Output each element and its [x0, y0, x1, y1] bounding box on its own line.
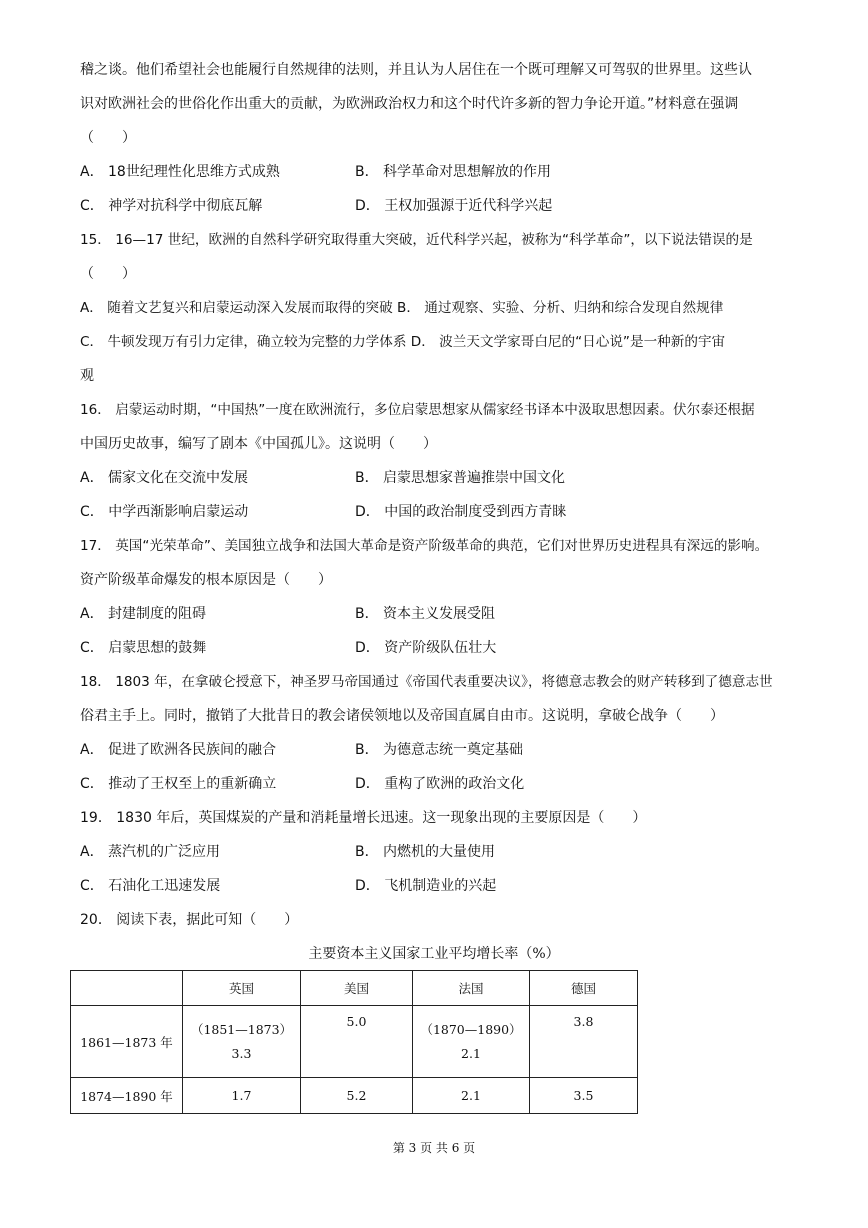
q16-option-b: B． 启蒙思想家普遍推崇中国文化	[355, 470, 566, 486]
row1-de-value: 3.8	[530, 1006, 638, 1078]
table-caption: 主要资本主义国家工业平均增长率（%）	[308, 946, 560, 962]
q16-option-d: D． 中国的政治制度受到西方青睐	[355, 504, 567, 520]
q18-text-line2: 俗君主手上。同时，撤销了大批昔日的教会诸侯领地以及帝国直属自由市。这说明，拿破仑战争（ ）	[80, 708, 724, 724]
q14-option-d: D． 王权加强源于近代科学兴起	[355, 198, 553, 214]
row2-us-value: 5.2	[301, 1078, 413, 1114]
row2-label: 1874—1890 年	[71, 1078, 183, 1114]
q14-option-c: C． 神学对抗科学中彻底瓦解	[80, 198, 263, 214]
row2-de-value: 3.5	[530, 1078, 638, 1114]
q14-option-a: A． 18世纪理性化思维方式成熟	[80, 164, 280, 180]
q19-option-c: C． 石油化工迅速发展	[80, 878, 221, 894]
q17-option-a: A． 封建制度的阻碍	[80, 606, 207, 622]
page-footer: 第 3 页 共 6 页	[392, 1141, 476, 1155]
row1-uk-value: 3.3	[231, 1045, 252, 1061]
q17-option-d: D． 资产阶级队伍壮大	[355, 640, 497, 656]
q16-option-c: C． 中学西渐影响启蒙运动	[80, 504, 249, 520]
q14-answer-blank: （ ）	[80, 130, 136, 146]
row1-uk-cell	[183, 1006, 301, 1078]
q14-option-b: B． 科学革命对思想解放的作用	[355, 164, 552, 180]
row1-fr-cell	[413, 1006, 530, 1078]
q19-option-d: D． 飞机制造业的兴起	[355, 878, 497, 894]
table-row	[71, 1006, 638, 1078]
table-row	[71, 1078, 638, 1114]
q18-option-c: C． 推动了王权至上的重新确立	[80, 776, 277, 792]
row2-fr-value: 2.1	[413, 1078, 530, 1114]
q16-text-line2: 中国历史故事，编写了剧本《中国孤儿》。这说明（ ）	[80, 436, 437, 452]
row1-us-value: 5.0	[301, 1006, 413, 1078]
q15-text-line1: 15． 16—17 世纪，欧洲的自然科学研究取得重大突破，近代科学兴起，被称为“科学革命”，以下说法错误的是	[80, 232, 753, 248]
q17-option-b: B． 资本主义发展受阻	[355, 606, 496, 622]
q17-text-line2: 资产阶级革命爆发的根本原因是（ ）	[80, 572, 332, 588]
q17-text-line1: 17． 英国“光荣革命”、美国独立战争和法国大革命是资产阶级革命的典范，它们对世界历史进程具有深远的影响。	[80, 538, 769, 554]
q16-option-a: A． 儒家文化在交流中发展	[80, 470, 249, 486]
q18-option-d: D． 重构了欧洲的政治文化	[355, 776, 525, 792]
row1-uk-note: （1851—1873）	[190, 1021, 293, 1037]
row1-fr-note: （1870—1890）	[420, 1021, 522, 1037]
q15-options-ab: A． 随着文艺复兴和启蒙运动深入发展而取得的突破 B． 通过观察、实验、分析、归纳和综合发现自然规律	[80, 300, 724, 316]
q19-option-a: A． 蒸汽机的广泛应用	[80, 844, 221, 860]
q15-options-cont: 观	[80, 368, 94, 384]
q17-option-c: C． 启蒙思想的鼓舞	[80, 640, 207, 656]
row1-fr-value: 2.1	[461, 1045, 481, 1061]
q14-text-line1: 稽之谈。他们希望社会也能履行自然规律的法则，并且认为人居住在一个既可理解又可驾驭的世界里。这些认	[80, 62, 752, 78]
q15-options-cd: C． 牛顿发现万有引力定律，确立较为完整的力学体系 D． 波兰天文学家哥白尼的“日心说”是一种新的宇宙	[80, 334, 726, 350]
table-header-fr: 法国	[413, 971, 530, 1006]
table-header-us: 美国	[301, 971, 413, 1006]
q19-option-b: B． 内燃机的大量使用	[355, 844, 496, 860]
table-header-row	[71, 971, 638, 1006]
q18-option-a: A． 促进了欧洲各民族间的融合	[80, 742, 277, 758]
q14-text-line2: 识对欧洲社会的世俗化作出重大的贡献，为欧洲政治权力和这个时代许多新的智力争论开道。”材料意在强调	[80, 96, 739, 112]
table-header-de: 德国	[530, 971, 638, 1006]
row2-uk-value: 1.7	[183, 1078, 301, 1114]
q18-text-line1: 18． 1803 年，在拿破仑授意下，神圣罗马帝国通过《帝国代表重要决议》，将德意志教会的财产转移到了德意志世	[80, 674, 773, 690]
q15-answer-blank: （ ）	[80, 266, 136, 282]
q18-option-b: B． 为德意志统一奠定基础	[355, 742, 524, 758]
q20-text-line1: 20． 阅读下表，据此可知（ ）	[80, 912, 299, 928]
q19-text-line1: 19． 1830 年后，英国煤炭的产量和消耗量增长迅速。这一现象出现的主要原因是（ ）	[80, 810, 647, 826]
table-header-corner	[71, 971, 183, 1006]
q16-text-line1: 16． 启蒙运动时期，“中国热”一度在欧洲流行，多位启蒙思想家从儒家经书译本中汲取思想因素。伏尔泰还根据	[80, 402, 755, 418]
table-header-uk: 英国	[183, 971, 301, 1006]
growth-rate-table	[70, 970, 638, 1114]
row1-label: 1861—1873 年	[71, 1006, 183, 1078]
